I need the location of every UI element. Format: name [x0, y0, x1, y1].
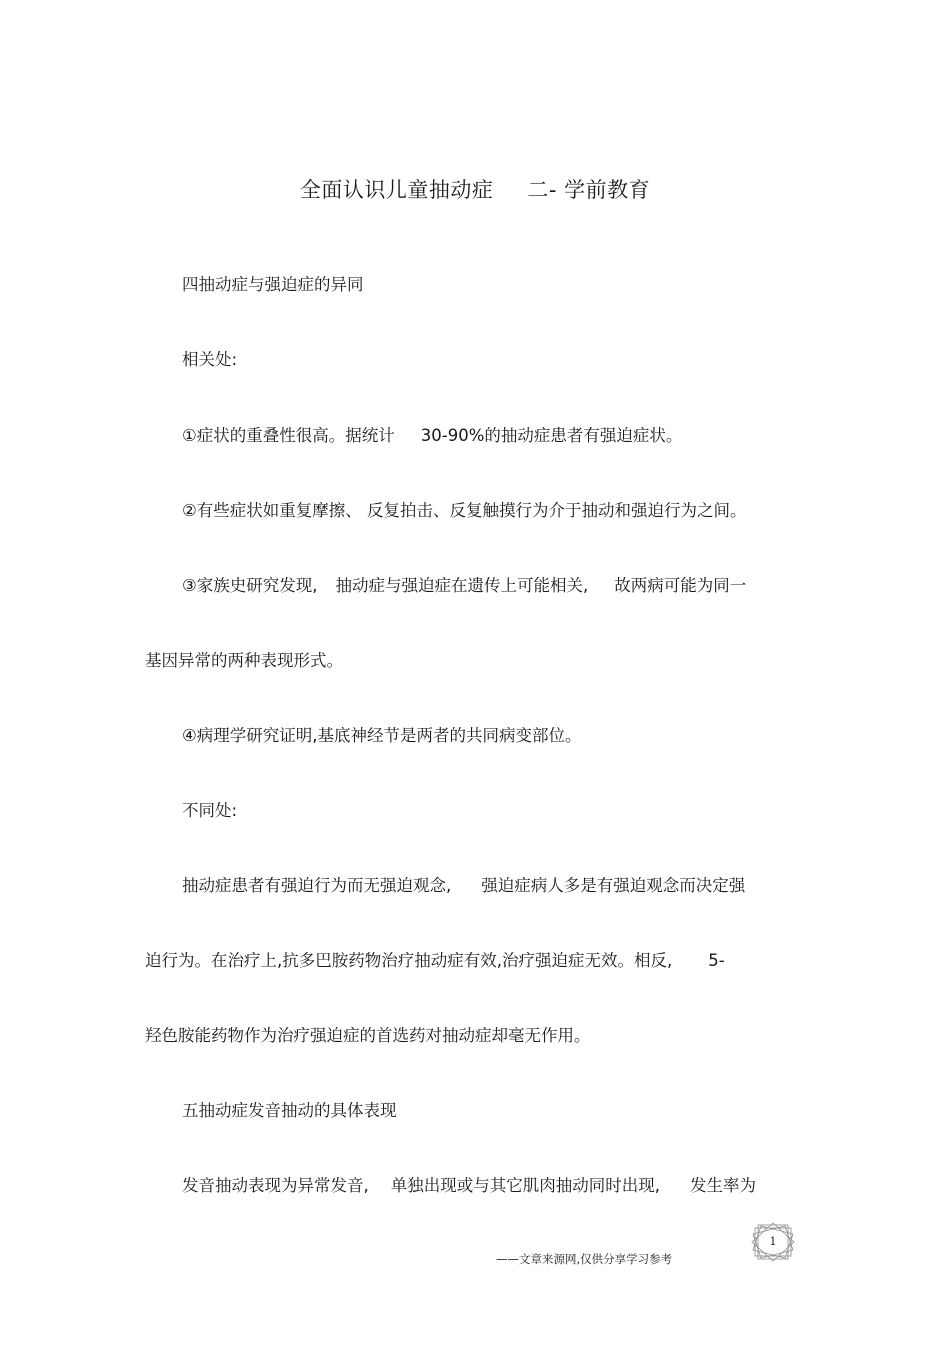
text-segment: 发音抽动表现为异常发音, [182, 1176, 369, 1195]
page-number: 1 [769, 1235, 777, 1248]
text-segment: 单独出现或与其它肌肉抽动同时出现, [390, 1176, 660, 1195]
text-segment: 30-90%的抽动症患者有强迫症状。 [420, 426, 683, 445]
document-title [0, 174, 950, 204]
paragraph-similarity-3-cont: 基因异常的两种表现形式。 [145, 651, 343, 670]
paragraph-difference-3: 羟色胺能药物作为治疗强迫症的首选药对抽动症却毫无作用。 [145, 1026, 591, 1045]
differences-label: 不同处: [182, 801, 238, 820]
paragraph-similarity-3 [182, 575, 746, 597]
paragraph-similarity-1 [182, 425, 682, 447]
footer-note: ——文章来源网,仅供分享学习参考 [496, 1252, 673, 1266]
title-suffix: 二- 学前教育 [527, 178, 651, 202]
paragraph-vocal-tics [182, 1175, 756, 1197]
text-segment: 抽动症患者有强迫行为而无强迫观念, [182, 876, 452, 895]
section-heading-5: 五抽动症发音抽动的具体表现 [182, 1101, 397, 1120]
paragraph-difference-1 [182, 875, 745, 897]
text-segment: ③家族史研究发现, [182, 576, 318, 595]
text-segment: 抽动症与强迫症在遗传上可能相关, [335, 576, 589, 595]
text-segment: 发生率为 [690, 1176, 756, 1195]
text-segment: ①症状的重叠性很高。据统计 [182, 426, 395, 445]
similarities-label: 相关处: [182, 350, 238, 369]
text-segment: 5- [708, 951, 725, 970]
section-heading-4: 四抽动症与强迫症的异同 [182, 275, 364, 294]
text-segment: 故两病可能为同一 [614, 576, 747, 595]
title-main: 全面认识儿童抽动症 [299, 178, 494, 202]
paragraph-difference-2 [145, 950, 725, 972]
paragraph-similarity-4: ④病理学研究证明,基底神经节是两者的共同病变部位。 [182, 726, 582, 745]
text-segment: 迫行为。在治疗上,抗多巴胺药物治疗抽动症有效,治疗强迫症无效。相反, [145, 951, 673, 970]
paragraph-similarity-2: ②有些症状如重复摩擦、 反复拍击、反复触摸行为介于抽动和强迫行为之间。 [182, 501, 747, 520]
page-number-badge [749, 1222, 797, 1262]
text-segment: 强迫症病人多是有强迫观念而决定强 [481, 876, 746, 895]
